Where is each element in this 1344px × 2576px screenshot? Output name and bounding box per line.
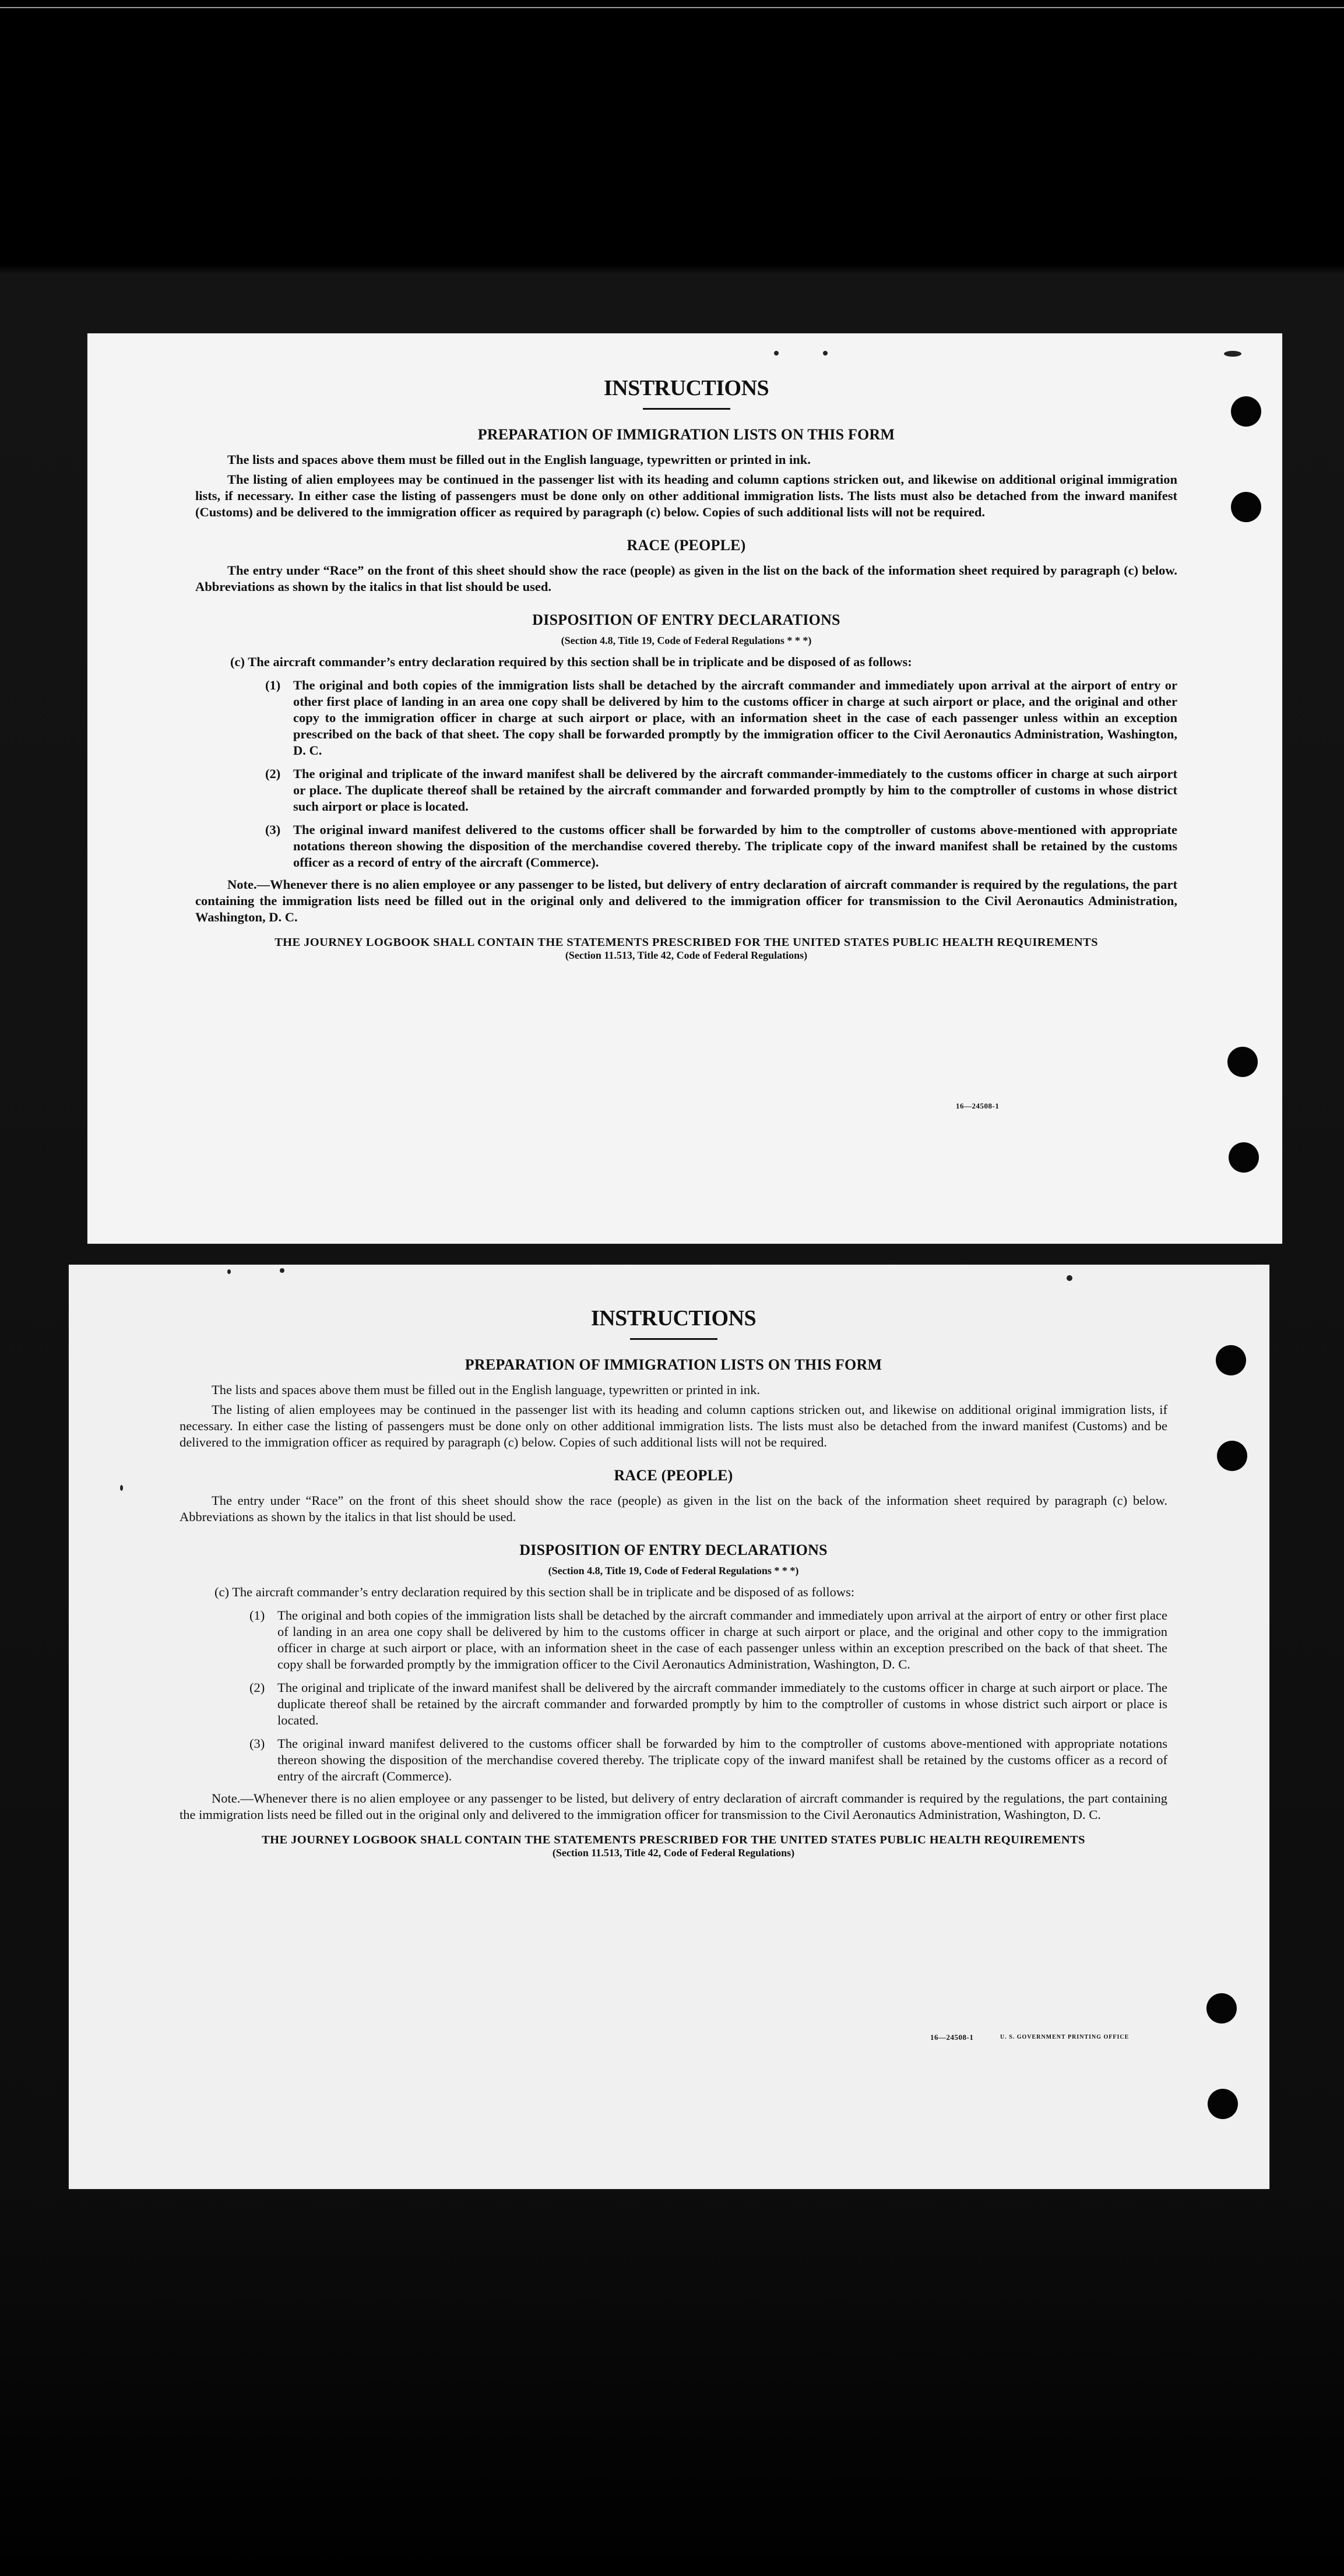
item-number: (2) bbox=[265, 766, 281, 781]
title-underline bbox=[630, 1338, 717, 1340]
instruction-sheet-bottom bbox=[69, 1265, 1269, 2189]
logbook-statement: THE JOURNEY LOGBOOK SHALL CONTAIN THE STATEMENTS PRESCRIBED FOR THE UNITED STATES PUBLIC HEALTH REQUIREMENTS bbox=[262, 1834, 1085, 1846]
immigration-paragraph-2: The listing of alien employees may be continued in the passenger list with its heading and column captions stricken out, and likewise on additional original immigration lists, if necessary. In either case the listing of passengers must be done only on other additional immigration lists. The lists must also be detached from the inward manifest (Customs) and be delivered to the immigration officer as required by paragraph (c) below. Copies of such additional lists will not be required. bbox=[180, 1402, 1167, 1449]
instruction-sheet-top bbox=[87, 333, 1282, 1244]
scan-speck bbox=[280, 1268, 284, 1273]
form-number: 16—24508-1 bbox=[930, 2033, 974, 2042]
item-text: The original and both copies of the immigration lists shall be detached by the aircraft commander and immediately upon arrival at the airport of entry or other first place of landing in an area one copy shall be delivered by him to the customs officer in charge at such airport or place, and the original and other copy to the immigration officer in charge at such airport or place, with an information sheet in the case of each passenger unless within an exception prescribed on the back of that sheet. The copy shall be forwarded promptly by the immigration officer to the Civil Aeronautics Administration, Washington, D. C. bbox=[293, 678, 1177, 758]
scan-speck bbox=[1224, 351, 1241, 357]
logbook-reference: (Section 11.513, Title 42, Code of Federal Regulations) bbox=[565, 949, 808, 961]
list-item bbox=[265, 822, 1177, 871]
page-title: INSTRUCTIONS bbox=[590, 1306, 757, 1331]
sheet-text bbox=[87, 375, 1282, 969]
sheet-text bbox=[69, 1305, 1269, 1866]
item-text: The original inward manifest delivered to the customs officer shall be forwarded by him to the comptroller of customs above-mentioned with appropriate notations thereon showing the disposition of the merchandise covered thereby. The triplicate copy of the inward manifest shall be retained by the customs officer as a record of entry of the aircraft (Commerce). bbox=[293, 822, 1177, 870]
race-paragraph: The entry under “Race” on the front of this sheet should show the race (people) as given in the list on the back of the information sheet required by paragraph (c) below. Abbreviations as shown by the italics in that list should be used. bbox=[195, 563, 1177, 594]
immigration-heading: PREPARATION OF IMMIGRATION LISTS ON THIS FORM bbox=[477, 426, 895, 443]
item-text: The original and both copies of the immigration lists shall be detached by the aircraft commander and immediately upon arrival at the airport of entry or other first place of landing in an area one copy shall be delivered by him to the customs officer in charge at such airport or place, and the original and other copy to the immigration officer in charge at such airport or place, with an information sheet in the case of each passenger unless within an exception prescribed on the back of that sheet. The copy shall be forwarded promptly by the immigration officer to the Civil Aeronautics Administration, Washington, D. C. bbox=[277, 1608, 1167, 1671]
list-item bbox=[265, 766, 1177, 815]
race-heading: RACE (PEOPLE) bbox=[627, 537, 746, 554]
scan-speck bbox=[823, 351, 828, 356]
disposition-reference: (Section 4.8, Title 19, Code of Federal Regulations * * *) bbox=[548, 1565, 799, 1576]
punch-hole bbox=[1227, 1047, 1258, 1077]
note-paragraph: Note.—Whenever there is no alien employee or any passenger to be listed, but delivery of entry declaration of aircraft commander is required by the regulations, the part containing the immigration lists need be filled out in the original only and delivered to the immigration officer for transmission to the Civil Aeronautics Administration, Washington, D. C. bbox=[180, 1791, 1167, 1822]
item-text: The original and triplicate of the inward manifest shall be delivered by the aircraft commander immediately to the customs officer in charge at such airport or place. The duplicate thereof shall be retained by the aircraft commander and forwarded promptly by him to the comptroller of customs in whose district such airport or place is located. bbox=[277, 1680, 1167, 1727]
punch-hole bbox=[1206, 1993, 1237, 2024]
item-text: The original inward manifest delivered to the customs officer shall be forwarded by him to the comptroller of customs above-mentioned with appropriate notations thereon showing the disposition of the merchandise covered thereby. The triplicate copy of the inward manifest shall be retained by the customs officer as a record of entry of the aircraft (Commerce). bbox=[277, 1736, 1167, 1783]
race-heading: RACE (PEOPLE) bbox=[614, 1467, 733, 1484]
scan-speck bbox=[227, 1269, 231, 1274]
punch-hole bbox=[1208, 2089, 1238, 2119]
immigration-paragraph-2: The listing of alien employees may be continued in the passenger list with its heading and column captions stricken out, and likewise on additional original immigration lists, if necessary. In either case the listing of passengers must be done only on other additional immigration lists. The lists must also be detached from the inward manifest (Customs) and be delivered to the immigration officer as required by paragraph (c) below. Copies of such additional lists will not be required. bbox=[195, 472, 1177, 519]
disposition-reference: (Section 4.8, Title 19, Code of Federal Regulations * * *) bbox=[561, 635, 812, 646]
scan-speck bbox=[1067, 1275, 1072, 1281]
item-number: (3) bbox=[249, 1736, 265, 1751]
printing-office-imprint: U. S. GOVERNMENT PRINTING OFFICE bbox=[1000, 2034, 1130, 2040]
note-paragraph: Note.—Whenever there is no alien employee or any passenger to be listed, but delivery of entry declaration of aircraft commander is required by the regulations, the part containing the immigration lists need be filled out in the original only and delivered to the immigration officer for transmission to the Civil Aeronautics Administration, Washington, D. C. bbox=[195, 877, 1177, 924]
immigration-paragraph-1: The lists and spaces above them must be filled out in the English language, typewritten or printed in ink. bbox=[227, 452, 811, 467]
logbook-statement: THE JOURNEY LOGBOOK SHALL CONTAIN THE STATEMENTS PRESCRIBED FOR THE UNITED STATES PUBLIC HEALTH REQUIREMENTS bbox=[275, 936, 1098, 949]
film-edge bbox=[0, 7, 1344, 19]
paragraph-c: (c) The aircraft commander’s entry declaration required by this section shall be in triplicate and be disposed of as follows: bbox=[214, 1585, 855, 1599]
title-underline bbox=[643, 408, 730, 410]
list-item bbox=[249, 1607, 1167, 1673]
page-title: INSTRUCTIONS bbox=[603, 376, 769, 400]
race-paragraph: The entry under “Race” on the front of this sheet should show the race (people) as given in the list on the back of the information sheet required by paragraph (c) below. Abbreviations as shown by the italics in that list should be used. bbox=[180, 1493, 1167, 1524]
disposition-heading: DISPOSITION OF ENTRY DECLARATIONS bbox=[532, 611, 840, 628]
immigration-paragraph-1: The lists and spaces above them must be filled out in the English language, typewritten or printed in ink. bbox=[212, 1382, 761, 1397]
immigration-heading: PREPARATION OF IMMIGRATION LISTS ON THIS FORM bbox=[465, 1356, 882, 1373]
disposition-heading: DISPOSITION OF ENTRY DECLARATIONS bbox=[519, 1542, 828, 1558]
paragraph-c: (c) The aircraft commander’s entry declaration required by this section shall be in triplicate and be disposed of as follows: bbox=[230, 654, 912, 669]
form-number: 16—24508-1 bbox=[956, 1102, 1000, 1110]
item-number: (1) bbox=[249, 1608, 265, 1623]
item-number: (3) bbox=[265, 822, 281, 837]
item-number: (2) bbox=[249, 1680, 265, 1695]
punch-hole bbox=[1229, 1142, 1259, 1173]
item-text: The original and triplicate of the inward manifest shall be delivered by the aircraft commander-immediately to the customs officer in charge at such airport or place. The duplicate thereof shall be retained by the aircraft commander and forwarded promptly by him to the comptroller of customs in whose district such airport or place is located. bbox=[293, 766, 1177, 814]
scan-speck bbox=[774, 351, 779, 356]
list-item bbox=[265, 677, 1177, 759]
list-item bbox=[249, 1736, 1167, 1785]
item-number: (1) bbox=[265, 678, 281, 692]
logbook-reference: (Section 11.513, Title 42, Code of Federal Regulations) bbox=[552, 1847, 795, 1859]
list-item bbox=[249, 1680, 1167, 1729]
